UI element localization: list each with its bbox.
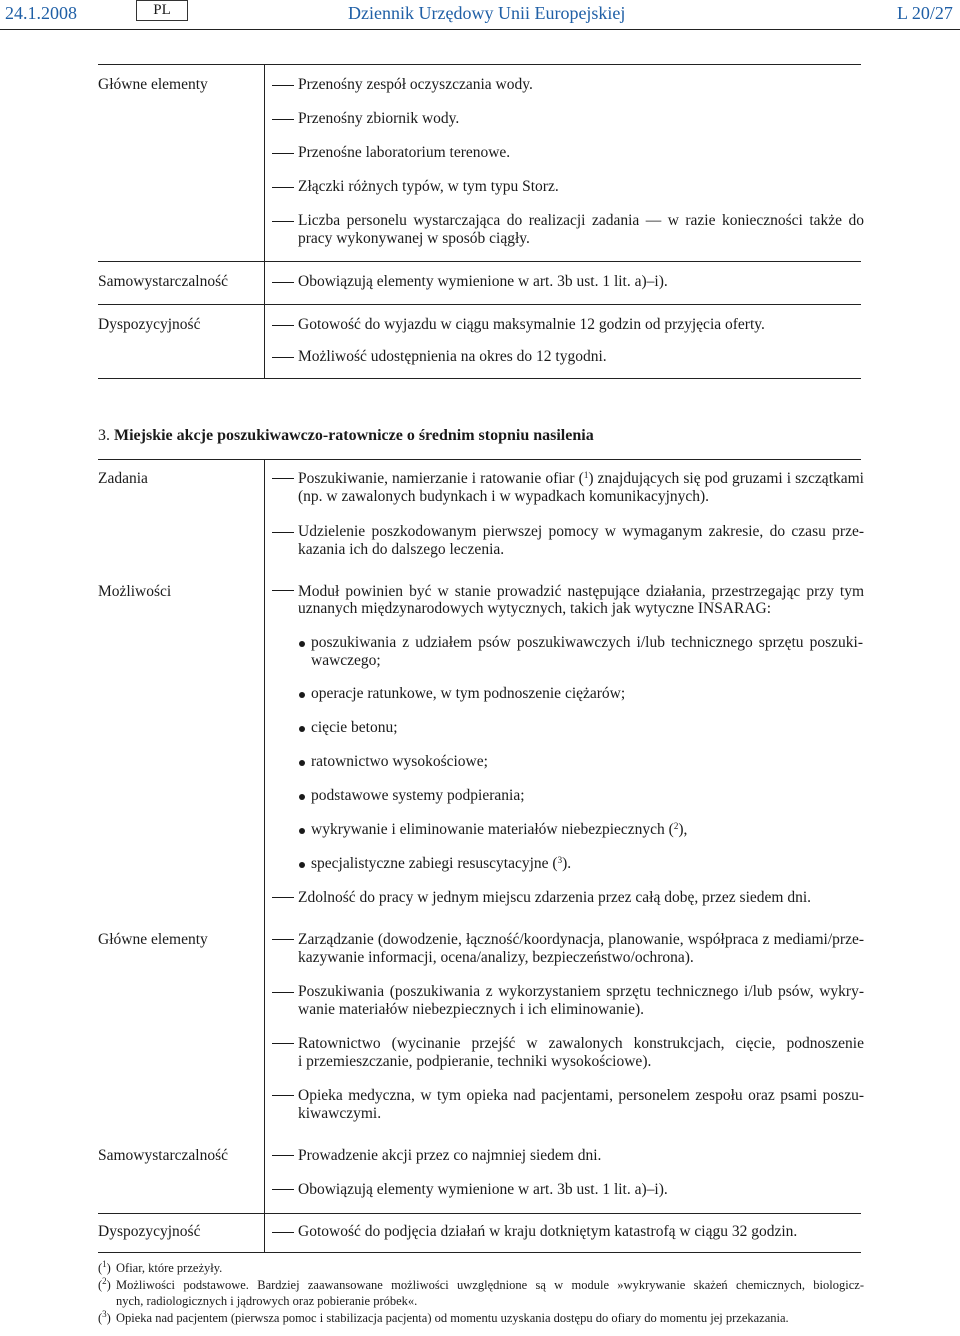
- table2-cap-intro-cont: uznanych międzynarodowych wytycznych, takich jak wytyczne INSARAG:: [298, 600, 772, 617]
- section-title: Miejskie akcje poszukiwawczo-ratownicze o średnim stopniu nasilenia: [114, 427, 594, 444]
- table2-cap-bullet: cięcie betonu;: [311, 719, 398, 736]
- header-journal-title: Dziennik Urzędowy Unii Europejskiej: [348, 3, 626, 23]
- table2-task-item-cont: (np. w zawalonych budynkach i w wypadkach komunikacyjnych).: [298, 488, 710, 505]
- table2-main-item: Ratownictwo (wycinanie przejść w zawalonych konstrukcjach, cięcie, podnoszenie: [298, 1035, 864, 1052]
- table2-main-label: Główne elementy: [98, 931, 208, 948]
- dash: [272, 590, 294, 591]
- table1-main-label: Główne elementy: [98, 76, 208, 93]
- table2-self-label: Samowystarczalność: [98, 1147, 228, 1164]
- bullet-dot: [299, 726, 305, 732]
- dash: [272, 478, 294, 479]
- table1-self-item: Obowiązują elementy wymienione w art. 3b ust. 1 lit. a)–i).: [298, 273, 668, 290]
- table2-main-item: Poszukiwania (poszukiwania z wykorzystaniem sprzętu technicznego i/lub psów, wykry-: [298, 983, 864, 1000]
- bullet-dot: [299, 862, 305, 868]
- dash: [272, 1232, 294, 1233]
- text: specjalistyczne zabiegi resuscytacyjne (: [311, 855, 558, 872]
- bullet-dot: [299, 692, 305, 698]
- table2-task-item-cont: kazania ich do dalszego leczenia.: [298, 541, 505, 558]
- footnote-ref: 1: [583, 470, 589, 480]
- dash: [272, 153, 294, 154]
- bullet-dot: [299, 641, 305, 647]
- table2-cap-bullet-cont: wawczego;: [311, 652, 381, 669]
- table1-column-divider: [264, 64, 265, 378]
- footnote-text: Ofiar, które przeżyły.: [116, 1261, 223, 1275]
- section-heading: [98, 427, 594, 445]
- dash: [272, 1155, 294, 1156]
- table2-cap-bullet: poszukiwania z udziałem psów poszukiwawczych i/lub technicznego sprzętu poszuki-: [311, 634, 863, 651]
- dash: [272, 357, 294, 358]
- bullet-dot: [299, 760, 305, 766]
- header-language-box: PL: [136, 0, 188, 21]
- table1-main-item: Liczba personelu wystarczająca do realizacji zadania — w razie konieczności także do: [298, 212, 864, 229]
- footnote-number: 1: [102, 1259, 107, 1269]
- table1-disp-item: Gotowość do wyjazdu w ciągu maksymalnie 12 godzin od przyjęcia oferty.: [298, 316, 765, 333]
- footnote-ref: 2: [673, 821, 679, 831]
- table2-main-item: Zarządzanie (dowodzenie, łączność/koordynacja, planowanie, współpraca z mediami/prze-: [298, 931, 864, 948]
- text: wykrywanie i eliminowanie materiałów niebezpiecznych (: [311, 821, 674, 838]
- table2-main-item-cont: i przemieszczanie, podpieranie, techniki wysokościowe).: [298, 1053, 652, 1070]
- dash: [272, 532, 294, 533]
- table1-main-item: Przenośny zbiornik wody.: [298, 110, 460, 127]
- dash: [272, 282, 294, 283]
- text: ) znajdujących się pod gruzami i szczątkami: [588, 470, 864, 487]
- dash: [272, 325, 294, 326]
- text: ).: [562, 855, 572, 872]
- table2-main-item: Opieka medyczna, w tym opieka nad pacjentami, personelem zespołu oraz psami poszu-: [298, 1087, 864, 1104]
- dash: [272, 992, 294, 993]
- table2-cap-bullet: podstawowe systemy podpierania;: [311, 787, 525, 804]
- header-date: 24.1.2008: [5, 3, 77, 23]
- table2-cap-bullet: operacje ratunkowe, w tym podnoszenie ciężarów;: [311, 685, 626, 702]
- section-number: 3.: [98, 427, 110, 444]
- table1-main-item: Przenośne laboratorium terenowe.: [298, 144, 511, 161]
- table1-row-rule: [98, 261, 861, 262]
- footnote-number: 2: [102, 1276, 107, 1286]
- table1-main-item-cont: pracy wykonywanej w sposób ciągły.: [298, 230, 530, 247]
- footnote-mark: ($^2$): [98, 1276, 111, 1292]
- table2-self-item: Obowiązują elementy wymienione w art. 3b ust. 1 lit. a)–i).: [298, 1181, 668, 1198]
- table1-self-label: Samowystarczalność: [98, 273, 228, 290]
- table2-main-item-cont: kazywanie informacji, ocena/analizy, bezpieczeństwo/ochrona).: [298, 949, 694, 966]
- bullet-dot: [299, 828, 305, 834]
- table2-column-divider: [264, 459, 265, 1252]
- text: ),: [678, 821, 688, 838]
- table1-main-item: Przenośny zespół oczyszczania wody.: [298, 76, 533, 93]
- footnote-text: Opieka nad pacjentem (pierwsza pomoc i stabilizacja pacjenta) od momentu uzyskania dostępu do ofiary do momentu jej przekazania.: [116, 1311, 789, 1325]
- table2-cap-intro: Moduł powinien być w stanie prowadzić następujące działania, przestrzegając przy tym: [298, 583, 864, 600]
- table2-task-item: Udzielenie poszkodowanym pierwszej pomocy w wymaganym zakresie, do czasu prze-: [298, 523, 864, 540]
- table1-disp-label: Dyspozycyjność: [98, 316, 201, 333]
- footnote-mark: ($^3$): [98, 1309, 111, 1325]
- footnote-number: 3: [102, 1309, 107, 1319]
- dash: [272, 85, 294, 86]
- dash: [272, 1189, 294, 1190]
- dash: [272, 1043, 294, 1044]
- footnote-mark: ($^1$): [98, 1259, 111, 1275]
- footnote-text: Możliwości podstawowe. Bardziej zaawansowane możliwości uwzględnione są w module »wykrywanie skażeń chemicznych, biologicz-: [116, 1278, 864, 1292]
- table2-top-rule: [98, 459, 861, 460]
- table2-tasks-label: Zadania: [98, 470, 148, 487]
- table2-row-rule: [98, 1213, 861, 1214]
- dash: [272, 939, 294, 940]
- dash: [272, 187, 294, 188]
- table2-bottom-rule: [98, 1252, 861, 1253]
- footnote-text: nych, radiologicznych i jądrowych oraz pobieranie próbek«.: [116, 1294, 418, 1308]
- table2-task-item: [298, 470, 864, 488]
- table2-main-item-cont: wanie materiałów niebezpiecznych i ich eliminowanie).: [298, 1001, 645, 1018]
- table2-main-item-cont: kiwawczymi.: [298, 1105, 382, 1122]
- header-page-number: L 20/27: [897, 3, 953, 23]
- dash: [272, 897, 294, 898]
- table2-cap-last: Zdolność do pracy w jednym miejscu zdarzenia przez całą dobę, przez siedem dni.: [298, 889, 812, 906]
- header-rule: [0, 29, 960, 30]
- table1-disp-item: Możliwość udostępnienia na okres do 12 tygodni.: [298, 348, 607, 365]
- table1-top-rule: [98, 64, 861, 65]
- dash: [272, 119, 294, 120]
- table2-disp-label: Dyspozycyjność: [98, 1223, 201, 1240]
- footnote-ref: 3: [557, 855, 563, 865]
- text: Poszukiwanie, namierzanie i ratowanie ofiar (: [298, 470, 584, 487]
- table2-cap-bullet: [311, 855, 863, 873]
- dash: [272, 1095, 294, 1096]
- dash: [272, 221, 294, 222]
- table1-bottom-rule: [98, 378, 861, 379]
- table1-row-rule: [98, 304, 861, 305]
- table2-cap-bullet: [311, 821, 863, 839]
- page-header: [0, 0, 960, 30]
- table1-main-item: Złączki różnych typów, w tym typu Storz.: [298, 178, 559, 195]
- bullet-dot: [299, 794, 305, 800]
- table2-self-item: Prowadzenie akcji przez co najmniej siedem dni.: [298, 1147, 602, 1164]
- table2-cap-bullet: ratownictwo wysokościowe;: [311, 753, 488, 770]
- table2-disp-item: Gotowość do podjęcia działań w kraju dotkniętym katastrofą w ciągu 32 godzin.: [298, 1223, 798, 1240]
- table2-cap-label: Możliwości: [98, 583, 172, 600]
